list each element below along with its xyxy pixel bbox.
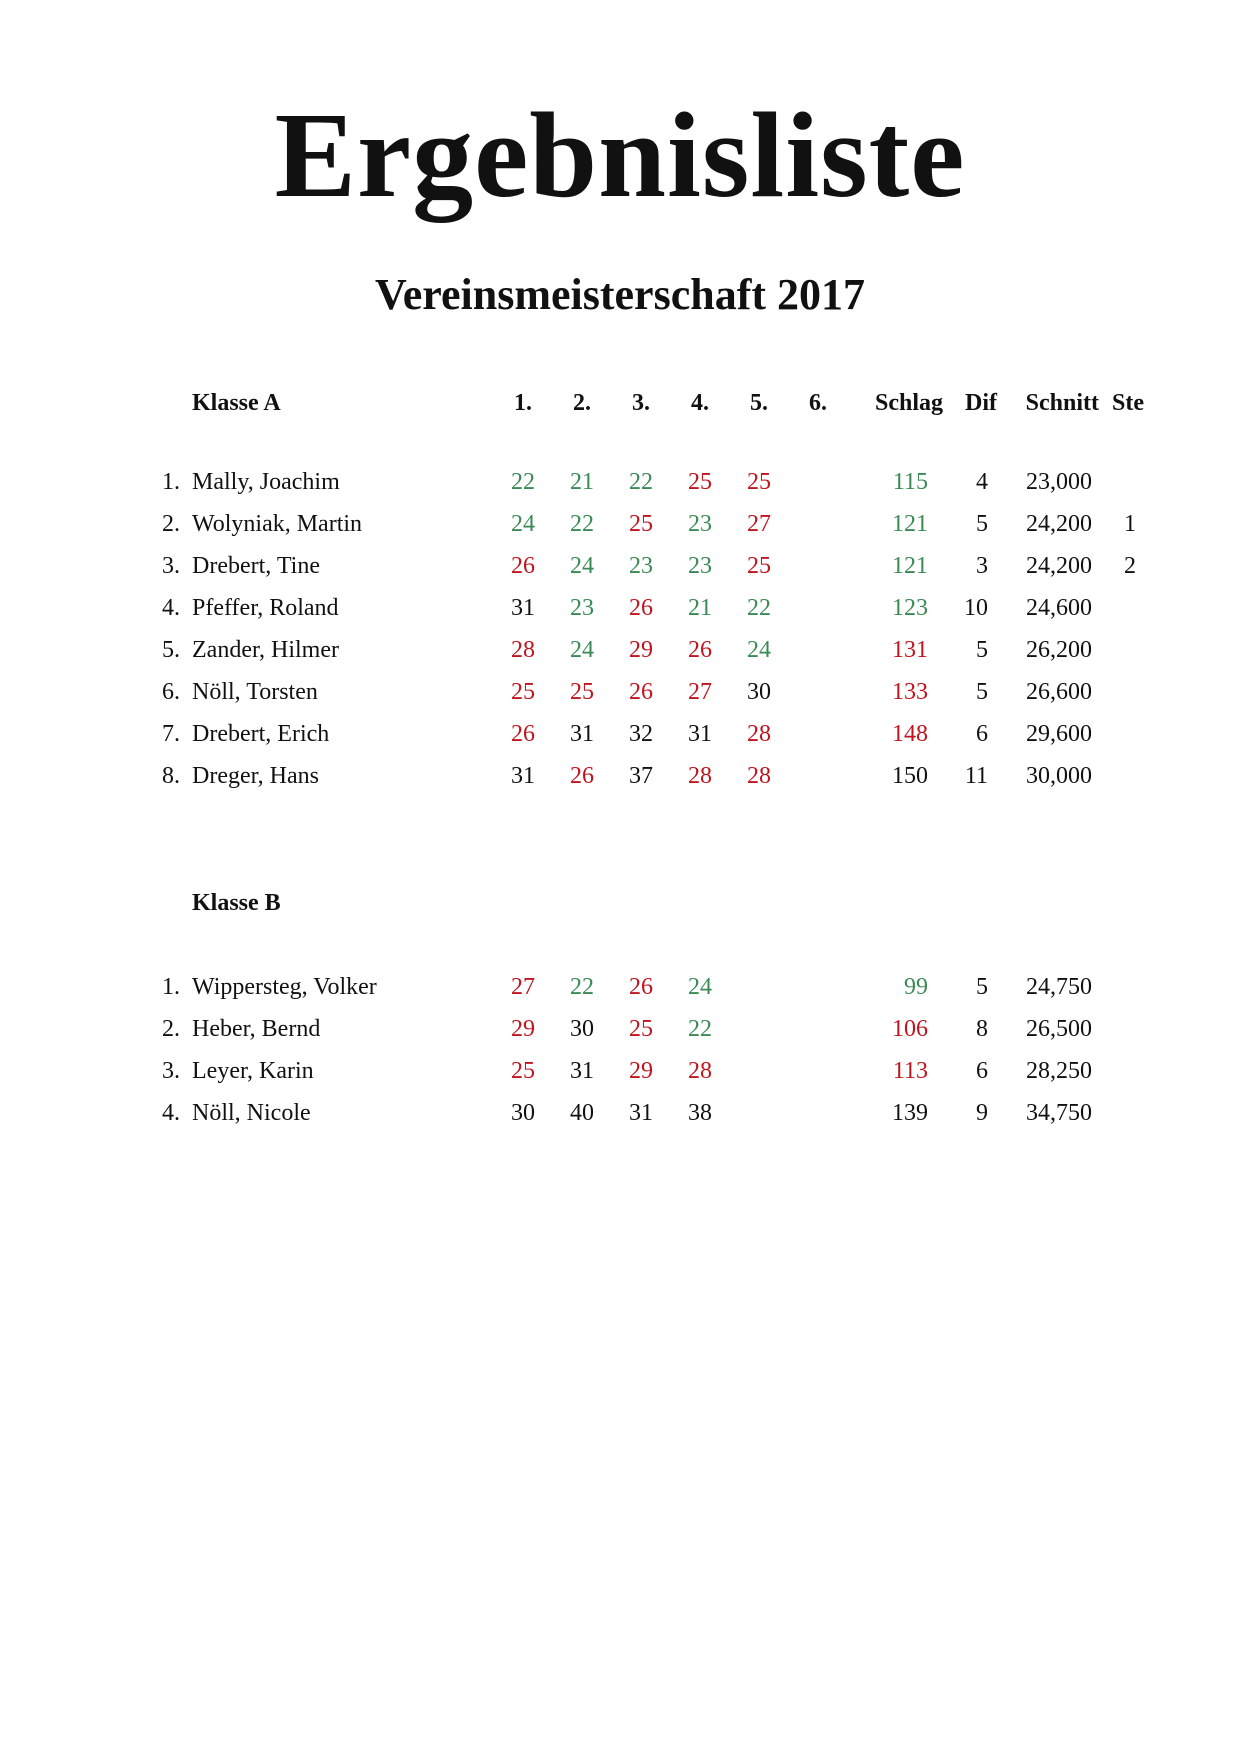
dif-value: 11	[964, 763, 988, 789]
schlag-total: 106	[892, 1016, 928, 1042]
round-2-score: 22	[570, 511, 594, 537]
column-header-schnitt: Schnitt	[1025, 390, 1099, 416]
round-1-score: 25	[511, 679, 535, 705]
round-4-score: 22	[688, 1016, 712, 1042]
table-row	[0, 717, 1240, 751]
round-1-score: 26	[511, 721, 535, 747]
round-4-score: 38	[688, 1100, 712, 1126]
rank-cell: 2.	[162, 511, 180, 537]
ste-value: 1	[1124, 511, 1136, 537]
round-5-score: 28	[747, 721, 771, 747]
round-4-score: 23	[688, 511, 712, 537]
table-row	[0, 1012, 1240, 1046]
round-3-score: 25	[629, 1016, 653, 1042]
round-5-score: 25	[747, 469, 771, 495]
round-1-score: 31	[511, 763, 535, 789]
rank-cell: 6.	[162, 679, 180, 705]
schnitt-value: 28,250	[1026, 1058, 1092, 1084]
dif-value: 6	[976, 721, 988, 747]
player-name-cell: Drebert, Tine	[192, 553, 320, 579]
round-5-score: 27	[747, 511, 771, 537]
rank-cell: 7.	[162, 721, 180, 747]
table-row	[0, 675, 1240, 709]
dif-value: 10	[964, 595, 988, 621]
schlag-total: 99	[904, 974, 928, 1000]
round-2-score: 31	[570, 1058, 594, 1084]
schlag-total: 115	[892, 469, 928, 495]
player-name-cell: Wolyniak, Martin	[192, 511, 363, 537]
round-3-score: 31	[629, 1100, 653, 1126]
dif-value: 5	[976, 511, 988, 537]
schnitt-value: 23,000	[1026, 469, 1092, 495]
schnitt-value: 34,750	[1026, 1100, 1092, 1126]
round-1-score: 28	[511, 637, 535, 663]
schnitt-value: 24,200	[1026, 553, 1092, 579]
dif-value: 5	[976, 637, 988, 663]
round-4-score: 21	[688, 595, 712, 621]
schnitt-value: 26,600	[1026, 679, 1092, 705]
dif-value: 3	[976, 553, 988, 579]
round-5-score: 30	[747, 679, 771, 705]
schnitt-value: 24,750	[1026, 974, 1092, 1000]
round-2-score: 24	[570, 637, 594, 663]
round-4-score: 31	[688, 721, 712, 747]
rank-cell: 3.	[162, 553, 180, 579]
round-1-score: 26	[511, 553, 535, 579]
dif-value: 5	[976, 679, 988, 705]
schlag-total: 148	[892, 721, 928, 747]
table-row	[0, 1096, 1240, 1130]
page-title: Ergebnisliste	[274, 88, 966, 223]
round-2-score: 40	[570, 1100, 594, 1126]
rank-cell: 4.	[162, 1100, 180, 1126]
schnitt-value: 24,200	[1026, 511, 1092, 537]
table-row	[0, 465, 1240, 499]
column-header-schlag: Schlag	[874, 390, 943, 416]
round-3-score: 29	[629, 637, 653, 663]
round-3-score: 37	[629, 763, 653, 789]
table-row	[0, 970, 1240, 1004]
round-3-score: 22	[629, 469, 653, 495]
round-3-score: 29	[629, 1058, 653, 1084]
table-row	[0, 759, 1240, 793]
table-row	[0, 633, 1240, 667]
player-name-cell: Drebert, Erich	[192, 721, 330, 747]
round-3-score: 26	[629, 974, 653, 1000]
round-5-score: 25	[747, 553, 771, 579]
round-2-score: 22	[570, 974, 594, 1000]
column-header-round-3: 3.	[632, 390, 650, 416]
round-1-score: 30	[511, 1100, 535, 1126]
dif-value: 6	[976, 1058, 988, 1084]
player-name-cell: Leyer, Karin	[192, 1058, 314, 1084]
schnitt-value: 29,600	[1026, 721, 1092, 747]
schlag-total: 121	[892, 553, 928, 579]
column-header-dif: Dif	[965, 390, 997, 416]
round-3-score: 26	[629, 595, 653, 621]
schlag-total: 113	[892, 1058, 928, 1084]
player-name-cell: Nöll, Torsten	[192, 679, 318, 705]
round-2-score: 23	[570, 595, 594, 621]
rank-cell: 1.	[162, 469, 180, 495]
table-row	[0, 1054, 1240, 1088]
player-name-cell: Pfeffer, Roland	[192, 595, 339, 621]
round-1-score: 27	[511, 974, 535, 1000]
round-5-score: 28	[747, 763, 771, 789]
round-1-score: 31	[511, 595, 535, 621]
player-name-cell: Dreger, Hans	[192, 763, 319, 789]
schnitt-value: 26,200	[1026, 637, 1092, 663]
round-5-score: 24	[747, 637, 771, 663]
round-5-score: 22	[747, 595, 771, 621]
section-header-row	[0, 886, 1240, 920]
round-2-score: 30	[570, 1016, 594, 1042]
round-4-score: 27	[688, 679, 712, 705]
player-name-cell: Nöll, Nicole	[192, 1100, 311, 1126]
round-1-score: 22	[511, 469, 535, 495]
round-2-score: 24	[570, 553, 594, 579]
section-label: Klasse B	[192, 890, 281, 916]
schlag-total: 133	[892, 679, 928, 705]
rank-cell: 5.	[162, 637, 180, 663]
dif-value: 4	[976, 469, 988, 495]
column-header-round-2: 2.	[573, 390, 591, 416]
dif-value: 9	[976, 1100, 988, 1126]
round-2-score: 31	[570, 721, 594, 747]
schnitt-value: 30,000	[1026, 763, 1092, 789]
round-1-score: 25	[511, 1058, 535, 1084]
rank-cell: 4.	[162, 595, 180, 621]
round-2-score: 26	[570, 763, 594, 789]
schlag-total: 123	[892, 595, 928, 621]
round-2-score: 21	[570, 469, 594, 495]
table-row	[0, 591, 1240, 625]
round-3-score: 23	[629, 553, 653, 579]
round-4-score: 23	[688, 553, 712, 579]
page-subtitle: Vereinsmeisterschaft 2017	[374, 270, 865, 319]
round-3-score: 32	[629, 721, 653, 747]
round-1-score: 29	[511, 1016, 535, 1042]
round-3-score: 25	[629, 511, 653, 537]
round-4-score: 25	[688, 469, 712, 495]
section-header-row	[0, 386, 1240, 420]
rank-cell: 8.	[162, 763, 180, 789]
schnitt-value: 26,500	[1026, 1016, 1092, 1042]
round-4-score: 28	[688, 1058, 712, 1084]
player-name-cell: Heber, Bernd	[192, 1016, 321, 1042]
player-name-cell: Mally, Joachim	[192, 469, 340, 495]
rank-cell: 3.	[162, 1058, 180, 1084]
dif-value: 5	[976, 974, 988, 1000]
player-name-cell: Zander, Hilmer	[192, 637, 339, 663]
column-header-ste: Ste	[1112, 390, 1144, 416]
player-name-cell: Wippersteg, Volker	[192, 974, 377, 1000]
section-label: Klasse A	[192, 390, 281, 416]
schnitt-value: 24,600	[1026, 595, 1092, 621]
schlag-total: 121	[892, 511, 928, 537]
ste-value: 2	[1124, 553, 1136, 579]
round-4-score: 26	[688, 637, 712, 663]
column-header-round-6: 6.	[809, 390, 827, 416]
column-header-round-4: 4.	[691, 390, 709, 416]
round-4-score: 24	[688, 974, 712, 1000]
rank-cell: 1.	[162, 974, 180, 1000]
table-row	[0, 507, 1240, 541]
schlag-total: 139	[892, 1100, 928, 1126]
round-4-score: 28	[688, 763, 712, 789]
dif-value: 8	[976, 1016, 988, 1042]
round-3-score: 26	[629, 679, 653, 705]
rank-cell: 2.	[162, 1016, 180, 1042]
column-header-round-5: 5.	[750, 390, 768, 416]
round-2-score: 25	[570, 679, 594, 705]
schlag-total: 150	[892, 763, 928, 789]
table-row	[0, 549, 1240, 583]
column-header-round-1: 1.	[514, 390, 532, 416]
schlag-total: 131	[892, 637, 928, 663]
round-1-score: 24	[511, 511, 535, 537]
